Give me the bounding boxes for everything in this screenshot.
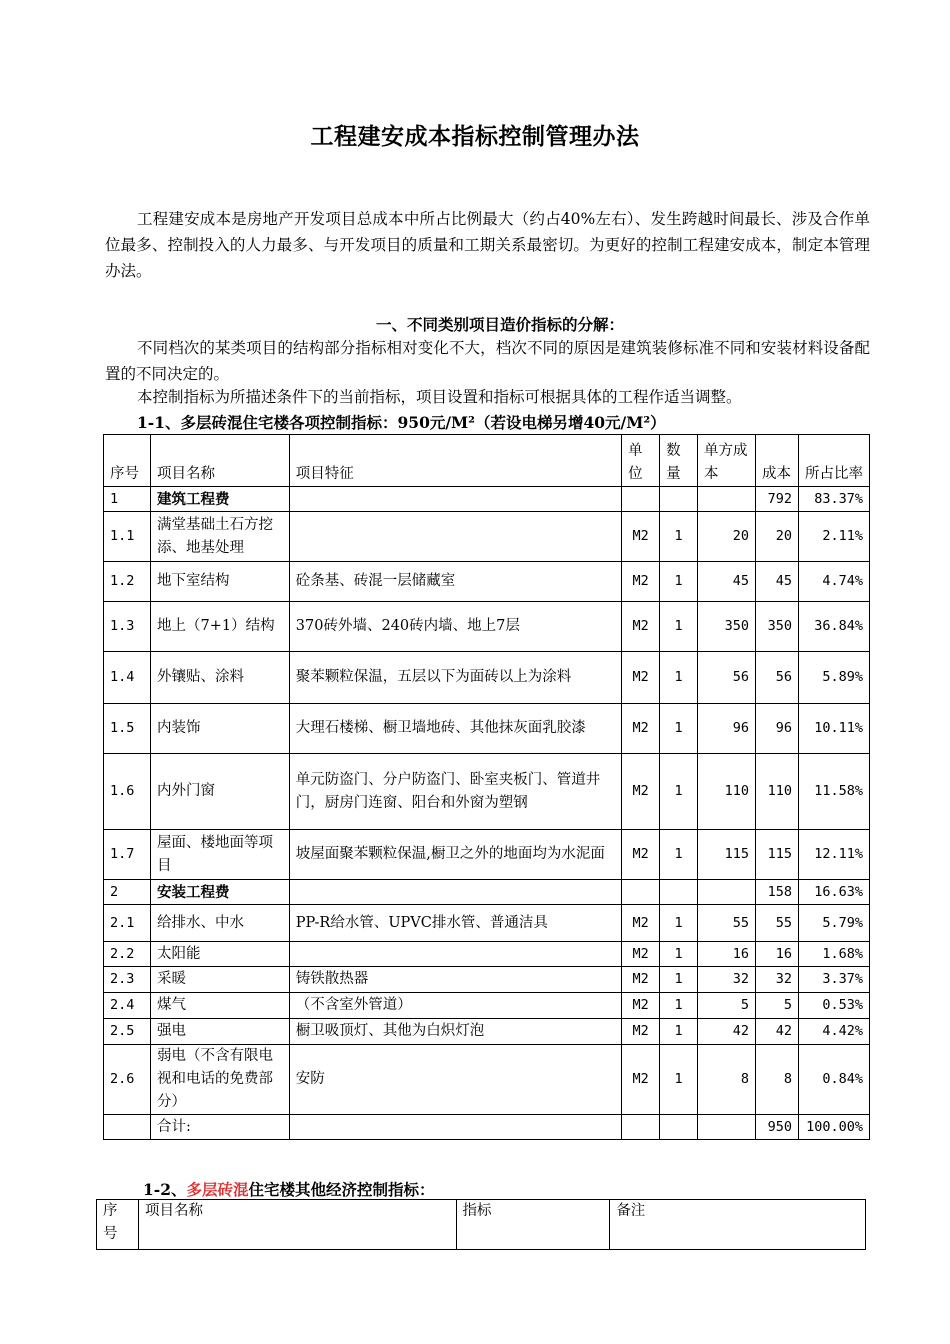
cell-unit-cost: 350 — [698, 602, 756, 652]
cell-unit: M2 — [622, 1045, 660, 1115]
cell-name: 建筑工程费 — [150, 487, 289, 512]
header-unit: 单位 — [622, 435, 660, 487]
cell-name: 采暖 — [150, 967, 289, 993]
table2-title-prefix: 1-2、 — [143, 1180, 187, 1199]
cell-name: 合计: — [150, 1115, 289, 1140]
table-row — [104, 602, 870, 652]
table-row — [104, 562, 870, 602]
cell-unit: M2 — [622, 652, 660, 704]
cell-unit-cost: 45 — [698, 562, 756, 602]
cell-ratio: 1.68% — [798, 942, 869, 967]
page-title: 工程建安成本指标控制管理办法 — [310, 123, 640, 150]
cell-qty: 1 — [660, 1019, 698, 1045]
table-header-row — [104, 435, 870, 487]
paragraph-1: 不同档次的某类项目的结构部分指标相对变化不大，档次不同的原因是建筑装修标准不同和安装材料设备配置的不同决定的。 — [105, 339, 870, 383]
cell-unit: M2 — [622, 967, 660, 993]
cell-qty: 1 — [660, 905, 698, 942]
cell-cost: 32 — [755, 967, 798, 993]
cell-cost: 158 — [755, 880, 798, 905]
cell-unit-cost: 115 — [698, 830, 756, 880]
cell-ratio: 16.63% — [798, 880, 869, 905]
cell-cost: 56 — [755, 652, 798, 704]
header-qty: 数量 — [660, 435, 698, 487]
cell-qty: 1 — [660, 652, 698, 704]
cell-seq: 1 — [104, 487, 151, 512]
cell-seq: 2 — [104, 880, 151, 905]
cell-feature: 砼条基、砖混一层储藏室 — [289, 562, 621, 602]
cell-unit — [622, 487, 660, 512]
header-ratio: 所占比率 — [798, 435, 869, 487]
cell-feature — [289, 487, 621, 512]
cell-unit-cost: 20 — [698, 512, 756, 562]
cell-cost: 950 — [755, 1115, 798, 1140]
cell-unit-cost: 56 — [698, 652, 756, 704]
cell-ratio: 5.89% — [798, 652, 869, 704]
paragraph-2: 本控制指标为所描述条件下的当前指标，项目设置和指标可根据具体的工程作适当调整。 — [137, 388, 742, 406]
cell-unit: M2 — [622, 1019, 660, 1045]
cell-ratio: 2.11% — [798, 512, 869, 562]
table-row — [104, 830, 870, 880]
table-row — [104, 652, 870, 704]
cell-cost: 96 — [755, 704, 798, 754]
cell-seq: 2.5 — [104, 1019, 151, 1045]
cell-feature: 370砖外墙、240砖内墙、地上7层 — [289, 602, 621, 652]
cell-ratio: 3.37% — [798, 967, 869, 993]
table2-title — [143, 1178, 435, 1200]
header-name: 项目名称 — [150, 435, 289, 487]
cell-unit: M2 — [622, 602, 660, 652]
cell-feature: 铸铁散热器 — [289, 967, 621, 993]
cell-feature — [289, 880, 621, 905]
cell-ratio: 5.79% — [798, 905, 869, 942]
cell-seq: 1.3 — [104, 602, 151, 652]
cell-feature: （不含室外管道） — [289, 993, 621, 1019]
cell-qty: 1 — [660, 967, 698, 993]
cell-name: 给排水、中水 — [150, 905, 289, 942]
cell-feature: 橱卫吸顶灯、其他为白炽灯泡 — [289, 1019, 621, 1045]
cell-cost: 16 — [755, 942, 798, 967]
intro-paragraph: 工程建安成本是房地产开发项目总成本中所占比例最大（约占40%左右）、发生跨越时间最长、涉及合作单位最多、控制投入的人力最多、与开发项目的质量和工期关系最密切。为更好的控制工程建安成本，制定本管理办法。 — [105, 210, 870, 280]
cell-name: 安装工程费 — [150, 880, 289, 905]
cell-feature: 聚苯颗粒保温，五层以下为面砖以上为涂料 — [289, 652, 621, 704]
cell-feature: 大理石楼梯、橱卫墙地砖、其他抹灰面乳胶漆 — [289, 704, 621, 754]
cell-name: 满堂基础土石方挖添、地基处理 — [150, 512, 289, 562]
cell-feature — [289, 512, 621, 562]
cell-unit: M2 — [622, 993, 660, 1019]
cell-unit: M2 — [622, 512, 660, 562]
table2-header-remark: 备注 — [610, 1200, 866, 1250]
cell-ratio: 12.11% — [798, 830, 869, 880]
cell-ratio: 4.74% — [798, 562, 869, 602]
cell-qty: 1 — [660, 993, 698, 1019]
cell-qty — [660, 487, 698, 512]
table-row — [104, 512, 870, 562]
cell-qty — [660, 1115, 698, 1140]
cell-seq: 2.2 — [104, 942, 151, 967]
cell-seq: 1.2 — [104, 562, 151, 602]
cell-unit: M2 — [622, 562, 660, 602]
table-row — [104, 1115, 870, 1140]
cell-unit-cost: 110 — [698, 754, 756, 830]
cell-feature — [289, 942, 621, 967]
cell-feature: 安防 — [289, 1045, 621, 1115]
cell-cost: 42 — [755, 1019, 798, 1045]
cell-seq: 1.5 — [104, 704, 151, 754]
cell-seq: 1.7 — [104, 830, 151, 880]
cell-cost: 45 — [755, 562, 798, 602]
cell-name: 外镶贴、涂料 — [150, 652, 289, 704]
cell-qty: 1 — [660, 602, 698, 652]
cell-unit: M2 — [622, 754, 660, 830]
table-row — [104, 487, 870, 512]
cell-cost: 792 — [755, 487, 798, 512]
section-heading: 一、不同类别项目造价指标的分解： — [375, 315, 624, 334]
cell-cost: 20 — [755, 512, 798, 562]
table2-title-suffix: 住宅楼其他经济控制指标： — [248, 1180, 435, 1199]
cell-ratio: 100.00% — [798, 1115, 869, 1140]
cell-seq: 2.4 — [104, 993, 151, 1019]
cell-unit — [622, 1115, 660, 1140]
cell-feature: 单元防盗门、分户防盗门、卧室夹板门、管道井门，厨房门连窗、阳台和外窗为塑钢 — [289, 754, 621, 830]
cell-cost: 115 — [755, 830, 798, 880]
cell-qty: 1 — [660, 1045, 698, 1115]
cell-qty: 1 — [660, 830, 698, 880]
cell-ratio: 0.53% — [798, 993, 869, 1019]
cell-unit: M2 — [622, 942, 660, 967]
cell-name: 地上（7+1）结构 — [150, 602, 289, 652]
table-row — [104, 967, 870, 993]
header-seq: 序号 — [104, 435, 151, 487]
cell-feature: 坡屋面聚苯颗粒保温,橱卫之外的地面均为水泥面 — [289, 830, 621, 880]
cell-seq — [104, 1115, 151, 1140]
table2-header-indicator: 指标 — [456, 1200, 610, 1250]
economic-indicator-table — [96, 1199, 866, 1250]
cell-feature — [289, 1115, 621, 1140]
cell-seq: 2.1 — [104, 905, 151, 942]
cost-indicator-table — [103, 434, 870, 1140]
table-row — [104, 905, 870, 942]
table-row — [104, 993, 870, 1019]
cell-unit: M2 — [622, 704, 660, 754]
cell-name: 内装饰 — [150, 704, 289, 754]
cell-unit-cost: 96 — [698, 704, 756, 754]
cell-unit-cost — [698, 1115, 756, 1140]
cell-unit-cost: 8 — [698, 1045, 756, 1115]
cell-name: 屋面、楼地面等项目 — [150, 830, 289, 880]
cell-unit-cost — [698, 487, 756, 512]
cell-name: 内外门窗 — [150, 754, 289, 830]
cell-ratio: 11.58% — [798, 754, 869, 830]
cell-feature: PP-R给水管、UPVC排水管、普通洁具 — [289, 905, 621, 942]
cell-qty: 1 — [660, 562, 698, 602]
cell-ratio: 83.37% — [798, 487, 869, 512]
cell-qty — [660, 880, 698, 905]
cell-unit-cost: 42 — [698, 1019, 756, 1045]
table2-title-highlight: 多层砖混 — [186, 1180, 249, 1199]
cell-qty: 1 — [660, 512, 698, 562]
cell-cost: 8 — [755, 1045, 798, 1115]
cell-unit: M2 — [622, 905, 660, 942]
cell-seq: 2.6 — [104, 1045, 151, 1115]
cell-unit-cost: 55 — [698, 905, 756, 942]
table1-title: 1-1、多层砖混住宅楼各项控制指标：950元/M²（若设电梯另增40元/M²） — [137, 413, 666, 432]
cell-unit: M2 — [622, 830, 660, 880]
cell-cost: 350 — [755, 602, 798, 652]
table-row — [104, 1045, 870, 1115]
cell-name: 强电 — [150, 1019, 289, 1045]
table-row — [104, 942, 870, 967]
cell-seq: 1.4 — [104, 652, 151, 704]
cell-cost: 110 — [755, 754, 798, 830]
cell-unit-cost: 16 — [698, 942, 756, 967]
cell-ratio: 0.84% — [798, 1045, 869, 1115]
cell-seq: 1.6 — [104, 754, 151, 830]
header-cost: 成本 — [755, 435, 798, 487]
table-row — [104, 1019, 870, 1045]
table2-header-name: 项目名称 — [138, 1200, 456, 1250]
cell-cost: 5 — [755, 993, 798, 1019]
cell-ratio: 4.42% — [798, 1019, 869, 1045]
table-row — [104, 704, 870, 754]
table-row — [104, 880, 870, 905]
cell-qty: 1 — [660, 754, 698, 830]
cell-name: 煤气 — [150, 993, 289, 1019]
cell-name: 地下室结构 — [150, 562, 289, 602]
cell-qty: 1 — [660, 704, 698, 754]
header-feature: 项目特征 — [289, 435, 621, 487]
cell-name: 弱电（不含有限电视和电话的免费部分） — [150, 1045, 289, 1115]
cell-seq: 2.3 — [104, 967, 151, 993]
cell-cost: 55 — [755, 905, 798, 942]
header-unit-cost: 单方成本 — [698, 435, 756, 487]
table2-header-row — [97, 1200, 866, 1250]
cell-unit-cost — [698, 880, 756, 905]
cell-unit-cost: 32 — [698, 967, 756, 993]
table-row — [104, 754, 870, 830]
table2-header-seq: 序号 — [97, 1200, 139, 1250]
cell-ratio: 36.84% — [798, 602, 869, 652]
cell-unit-cost: 5 — [698, 993, 756, 1019]
cell-seq: 1.1 — [104, 512, 151, 562]
cell-name: 太阳能 — [150, 942, 289, 967]
cell-qty: 1 — [660, 942, 698, 967]
cell-unit — [622, 880, 660, 905]
cell-ratio: 10.11% — [798, 704, 869, 754]
